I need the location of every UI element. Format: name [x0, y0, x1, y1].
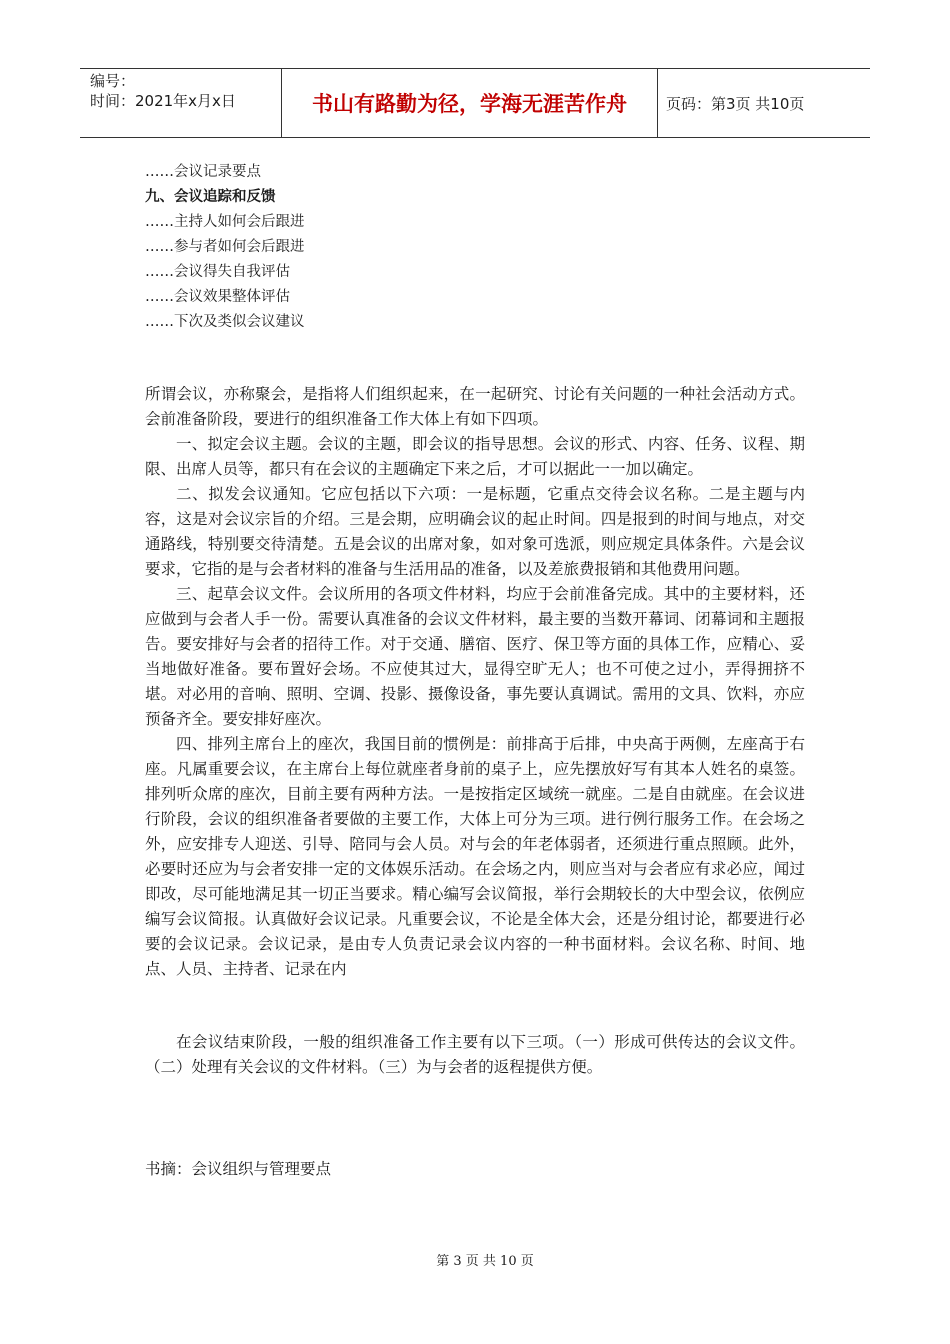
- header-motto: 书山有路勤为径，学海无涯苦作舟: [282, 69, 658, 137]
- outline-heading: 九、会议追踪和反馈: [145, 189, 276, 205]
- paragraph-topic: 一、拟定会议主题。会议的主题，即会议的指导思想。会议的形式、内容、任务、议程、期限、出席人员等，都只有在会议的主题确定下来之后，才可以据此一一加以确定。: [145, 435, 805, 478]
- excerpt-line: 书摘：会议组织与管理要点: [145, 1160, 332, 1178]
- outline-item: ……会议记录要点: [145, 164, 261, 180]
- outline-list: [145, 160, 305, 335]
- header-page-info: 页码：第3页 共10页: [666, 94, 805, 113]
- paragraph-notice: 二、拟发会议通知。它应包括以下六项：一是标题，它重点交待会议名称。二是主题与内容，这是对会议宗旨的介绍。三是会期，应明确会议的起止时间。四是报到的时间与地点，对交通路线，特别要交待清楚。五是会议的出席对象，如对象可选派，则应规定具体条件。六是会议要求，它指的是与会者材料的准备与生活用品的准备，以及差旅费报销和其他费用问题。: [145, 485, 805, 578]
- paragraph-conclusion: 在会议结束阶段，一般的组织准备工作主要有以下三项。（一）形成可供传达的会议文件。（二）处理有关会议的文件材料。（三）为与会者的返程提供方便。: [145, 1033, 805, 1076]
- outline-item: ……下次及类似会议建议: [145, 314, 305, 330]
- outline-item: ……会议效果整体评估: [145, 289, 290, 305]
- page-footer: 第 3 页 共 10 页: [436, 1254, 534, 1269]
- body-text: [145, 382, 805, 982]
- outline-item: ……主持人如何会后跟进: [145, 214, 305, 230]
- page-header: [80, 68, 870, 138]
- document-date: 时间：2021年x月x日: [90, 92, 236, 110]
- outline-item: ……会议得失自我评估: [145, 264, 290, 280]
- document-number-label: 编号：: [90, 72, 136, 90]
- header-meta: [80, 69, 282, 137]
- paragraph-intro: 所谓会议，亦称聚会，是指将人们组织起来，在一起研究、讨论有关问题的一种社会活动方式。会前准备阶段，要进行的组织准备工作大体上有如下四项。: [145, 385, 805, 428]
- paragraph-seating: 四、排列主席台上的座次，我国目前的惯例是：前排高于后排，中央高于两侧，左座高于右座。凡属重要会议，在主席台上每位就座者身前的桌子上，应先摆放好写有其本人姓名的桌签。排列听众席的座次，目前主要有两种方法。一是按指定区域统一就座。二是自由就座。在会议进行阶段，会议的组织准备者要做的主要工作，大体上可分为三项。进行例行服务工作。在会场之外，应安排专人迎送、引导、陪同与会人员。对与会的年老体弱者，还须进行重点照顾。此外，必要时还应为与会者安排一定的文体娱乐活动。在会场之内，则应当对与会者应有求必应，闻过即改，尽可能地满足其一切正当要求。精心编写会议简报，举行会期较长的大中型会议，依例应编写会议简报。认真做好会议记录。凡重要会议，不论是全体大会，还是分组讨论，都要进行必要的会议记录。会议记录，是由专人负责记录会议内容的一种书面材料。会议名称、时间、地点、人员、主持者、记录在内: [145, 735, 805, 978]
- paragraph-documents: 三、起草会议文件。会议所用的各项文件材料，均应于会前准备完成。其中的主要材料，还应做到与会者人手一份。需要认真准备的会议文件材料，最主要的当数开幕词、闭幕词和主题报告。要安排好与会者的招待工作。对于交通、膳宿、医疗、保卫等方面的具体工作，应精心、妥当地做好准备。要布置好会场。不应使其过大，显得空旷无人；也不可使之过小，弄得拥挤不堪。对必用的音响、照明、空调、投影、摄像设备，事先要认真调试。需用的文具、饮料，亦应预备齐全。要安排好座次。: [145, 585, 805, 728]
- outline-item: ……参与者如何会后跟进: [145, 239, 305, 255]
